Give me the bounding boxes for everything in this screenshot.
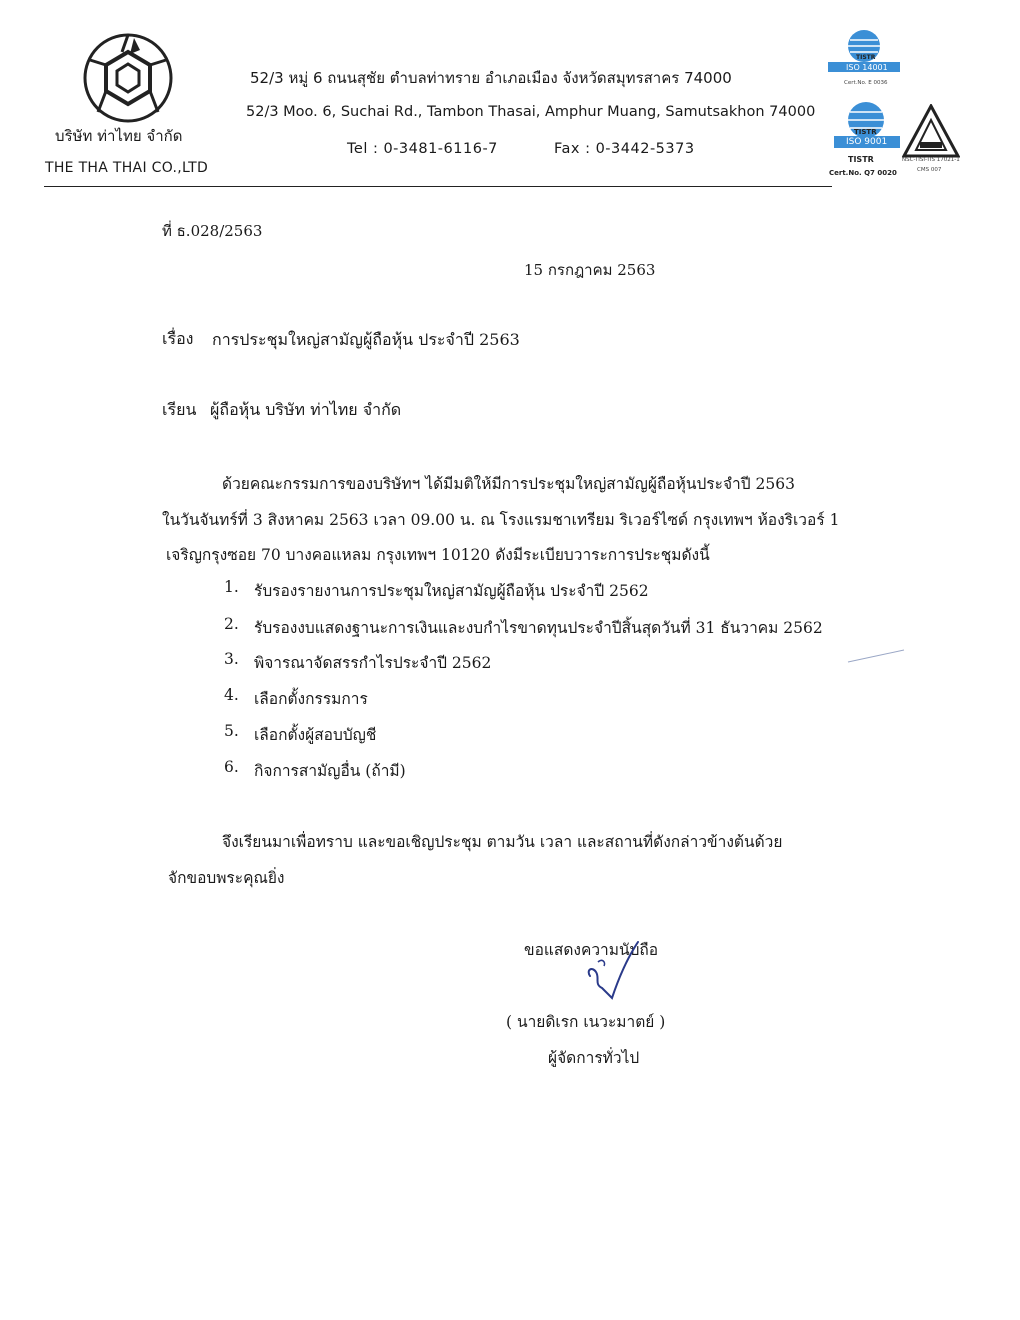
iso9001-org: TISTR (854, 128, 877, 136)
body-line-3: เจริญกรุงซอย 70 บางคอแหลม กรุงเทพฯ 10120 ดังมีระเบียบวาระการประชุมดังนี้ (166, 546, 710, 564)
signer-name: ( นายดิเรก เนวะมาตย์ ) (506, 1013, 666, 1031)
body-line-1: ด้วยคณะกรรมการของบริษัทฯ ได้มีมติให้มีการประชุมใหญ่สามัญผู้ถือหุ้นประจำปี 2563 (222, 475, 795, 493)
letter-date: 15 กรกฎาคม 2563 (524, 261, 656, 279)
iso9001-cert: Cert.No. Q7 0020 (829, 169, 897, 177)
agenda-number: 4. (224, 686, 239, 704)
stray-pen-mark (846, 646, 906, 666)
agenda-item: รับรองงบแสดงฐานะการเงินและงบกำไรขาดทุนประจำปีสิ้นสุดวันที่ 31 ธันวาคม 2562 (254, 619, 823, 637)
recipient-text: ผู้ถือหุ้น บริษัท ท่าไทย จำกัด (210, 400, 402, 419)
agenda-item: เลือกตั้งผู้สอบบัญชี (254, 726, 377, 744)
handwritten-signature (582, 940, 642, 1006)
address-th: 52/3 หมู่ 6 ถนนสุชัย ตำบลท่าทราย อำเภอเมือง จังหวัดสมุทรสาคร 74000 (250, 69, 732, 87)
agenda-number: 3. (224, 650, 239, 668)
nac-sub: CMS 007 (917, 167, 942, 173)
header-divider (44, 186, 832, 187)
agenda-item: รับรองรายงานการประชุมใหญ่สามัญผู้ถือหุ้น ประจำปี 2562 (254, 582, 649, 600)
document-number: ที่ ธ.028/2563 (162, 222, 263, 240)
agenda-number: 6. (224, 758, 239, 776)
iso9001-label: ISO 9001 (846, 137, 888, 147)
regards: ขอแสดงความนับถือ (524, 941, 659, 959)
closing-line-2: จักขอบพระคุณยิ่ง (168, 869, 285, 887)
nac-accreditation-icon (902, 104, 960, 158)
agenda-number: 2. (224, 615, 239, 633)
signer-title: ผู้จัดการทั่วไป (548, 1049, 640, 1067)
agenda-item: เลือกตั้งกรรมการ (254, 690, 368, 708)
company-logo-icon (78, 30, 178, 125)
subject-text: การประชุมใหญ่สามัญผู้ถือหุ้น ประจำปี 2563 (212, 330, 520, 349)
fax: Fax : 0-3442-5373 (554, 141, 695, 157)
agenda-item: พิจารณาจัดสรรกำไรประจำปี 2562 (254, 654, 492, 672)
nac-label: NSC-TISI-TIS 17021-1 (902, 157, 960, 163)
company-name-th: บริษัท ท่าไทย จำกัด (55, 127, 183, 145)
address-en: 52/3 Moo. 6, Suchai Rd., Tambon Thasai, Amphur Muang, Samutsakhon 74000 (246, 104, 816, 120)
iso14001-badge (826, 24, 902, 96)
closing-line-1: จึงเรียนมาเพื่อทราบ และขอเชิญประชุม ตามวัน เวลา และสถานที่ดังกล่าวข้างต้นด้วย (222, 833, 783, 851)
body-line-2: ในวันจันทร์ที่ 3 สิงหาคม 2563 เวลา 09.00 น. ณ โรงแรมชาเทรียม ริเวอร์ไซด์ กรุงเทพฯ ห้องริเวอร์ 1 (162, 511, 840, 529)
iso14001-cert: Cert.No. E 0036 (844, 80, 888, 86)
iso9001-cert-org: TISTR (848, 155, 874, 164)
subject-label: เรื่อง (162, 329, 194, 348)
iso14001-org: TISTR (856, 54, 876, 61)
iso14001-label: ISO 14001 (846, 63, 888, 72)
recipient-label: เรียน (162, 400, 197, 419)
agenda-number: 5. (224, 722, 239, 740)
agenda-number: 1. (224, 578, 239, 596)
company-name-en: THE THA THAI CO.,LTD (45, 160, 209, 176)
telephone: Tel : 0-3481-6116-7 (347, 141, 498, 157)
agenda-item: กิจการสามัญอื่น (ถ้ามี) (254, 762, 406, 780)
